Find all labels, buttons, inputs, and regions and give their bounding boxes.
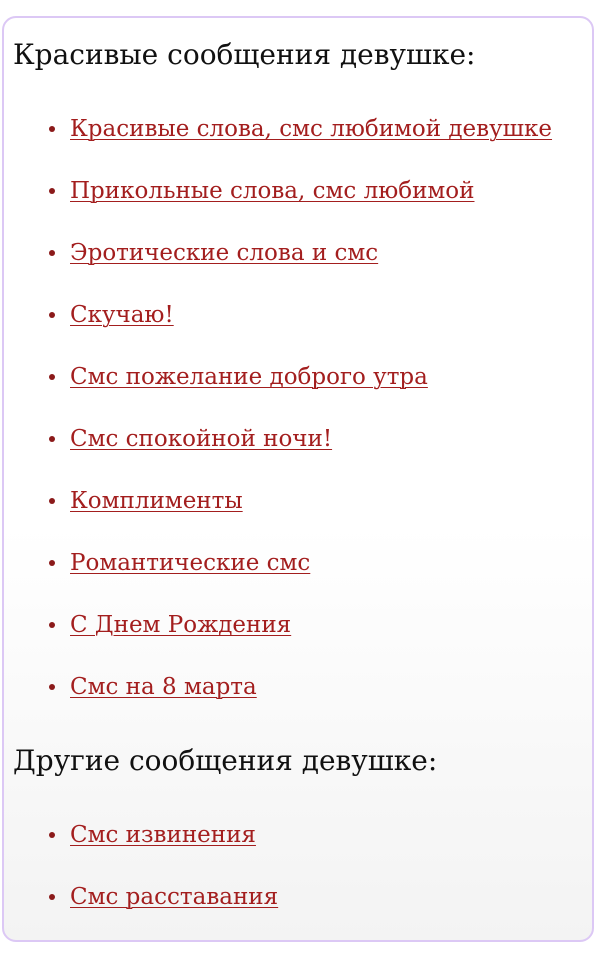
link-funny-words[interactable]: Прикольные слова, смс любимой bbox=[70, 178, 475, 204]
link-breakup-sms[interactable]: Смс расставания bbox=[70, 884, 279, 910]
content-panel bbox=[2, 16, 594, 942]
disc-bullet-icon bbox=[49, 622, 55, 628]
list-item bbox=[4, 882, 278, 942]
link-apology-sms[interactable]: Смс извинения bbox=[70, 822, 256, 848]
beautiful-messages-list bbox=[4, 114, 552, 734]
disc-bullet-icon bbox=[49, 312, 55, 318]
link-happy-birthday[interactable]: С Днем Рождения bbox=[70, 612, 292, 638]
disc-bullet-icon bbox=[49, 374, 55, 380]
disc-bullet-icon bbox=[49, 436, 55, 442]
link-miss-you[interactable]: Скучаю! bbox=[70, 302, 174, 328]
list-item bbox=[4, 424, 552, 486]
disc-bullet-icon bbox=[49, 684, 55, 690]
disc-bullet-icon bbox=[49, 832, 55, 838]
section-heading-beautiful-messages: Красивые сообщения девушке: bbox=[13, 38, 476, 71]
link-march-8[interactable]: Смс на 8 марта bbox=[70, 674, 257, 700]
list-item bbox=[4, 362, 552, 424]
disc-bullet-icon bbox=[49, 188, 55, 194]
section-heading-other-messages: Другие сообщения девушке: bbox=[13, 744, 438, 777]
list-item bbox=[4, 672, 552, 734]
link-good-morning[interactable]: Смс пожелание доброго утра bbox=[70, 364, 428, 390]
link-beautiful-words[interactable]: Красивые слова, смс любимой девушке bbox=[70, 116, 553, 142]
list-item bbox=[4, 548, 552, 610]
link-good-night[interactable]: Смс спокойной ночи! bbox=[70, 426, 333, 452]
disc-bullet-icon bbox=[49, 126, 55, 132]
list-item bbox=[4, 176, 552, 238]
disc-bullet-icon bbox=[49, 894, 55, 900]
disc-bullet-icon bbox=[49, 560, 55, 566]
link-erotic-words[interactable]: Эротические слова и смс bbox=[70, 240, 379, 266]
list-item bbox=[4, 238, 552, 300]
list-item bbox=[4, 486, 552, 548]
list-item bbox=[4, 820, 278, 882]
other-messages-list bbox=[4, 820, 278, 942]
disc-bullet-icon bbox=[49, 250, 55, 256]
link-compliments[interactable]: Комплименты bbox=[70, 488, 243, 514]
list-item bbox=[4, 114, 552, 176]
link-romantic-sms[interactable]: Романтические смс bbox=[70, 550, 311, 576]
list-item bbox=[4, 610, 552, 672]
disc-bullet-icon bbox=[49, 498, 55, 504]
list-item bbox=[4, 300, 552, 362]
